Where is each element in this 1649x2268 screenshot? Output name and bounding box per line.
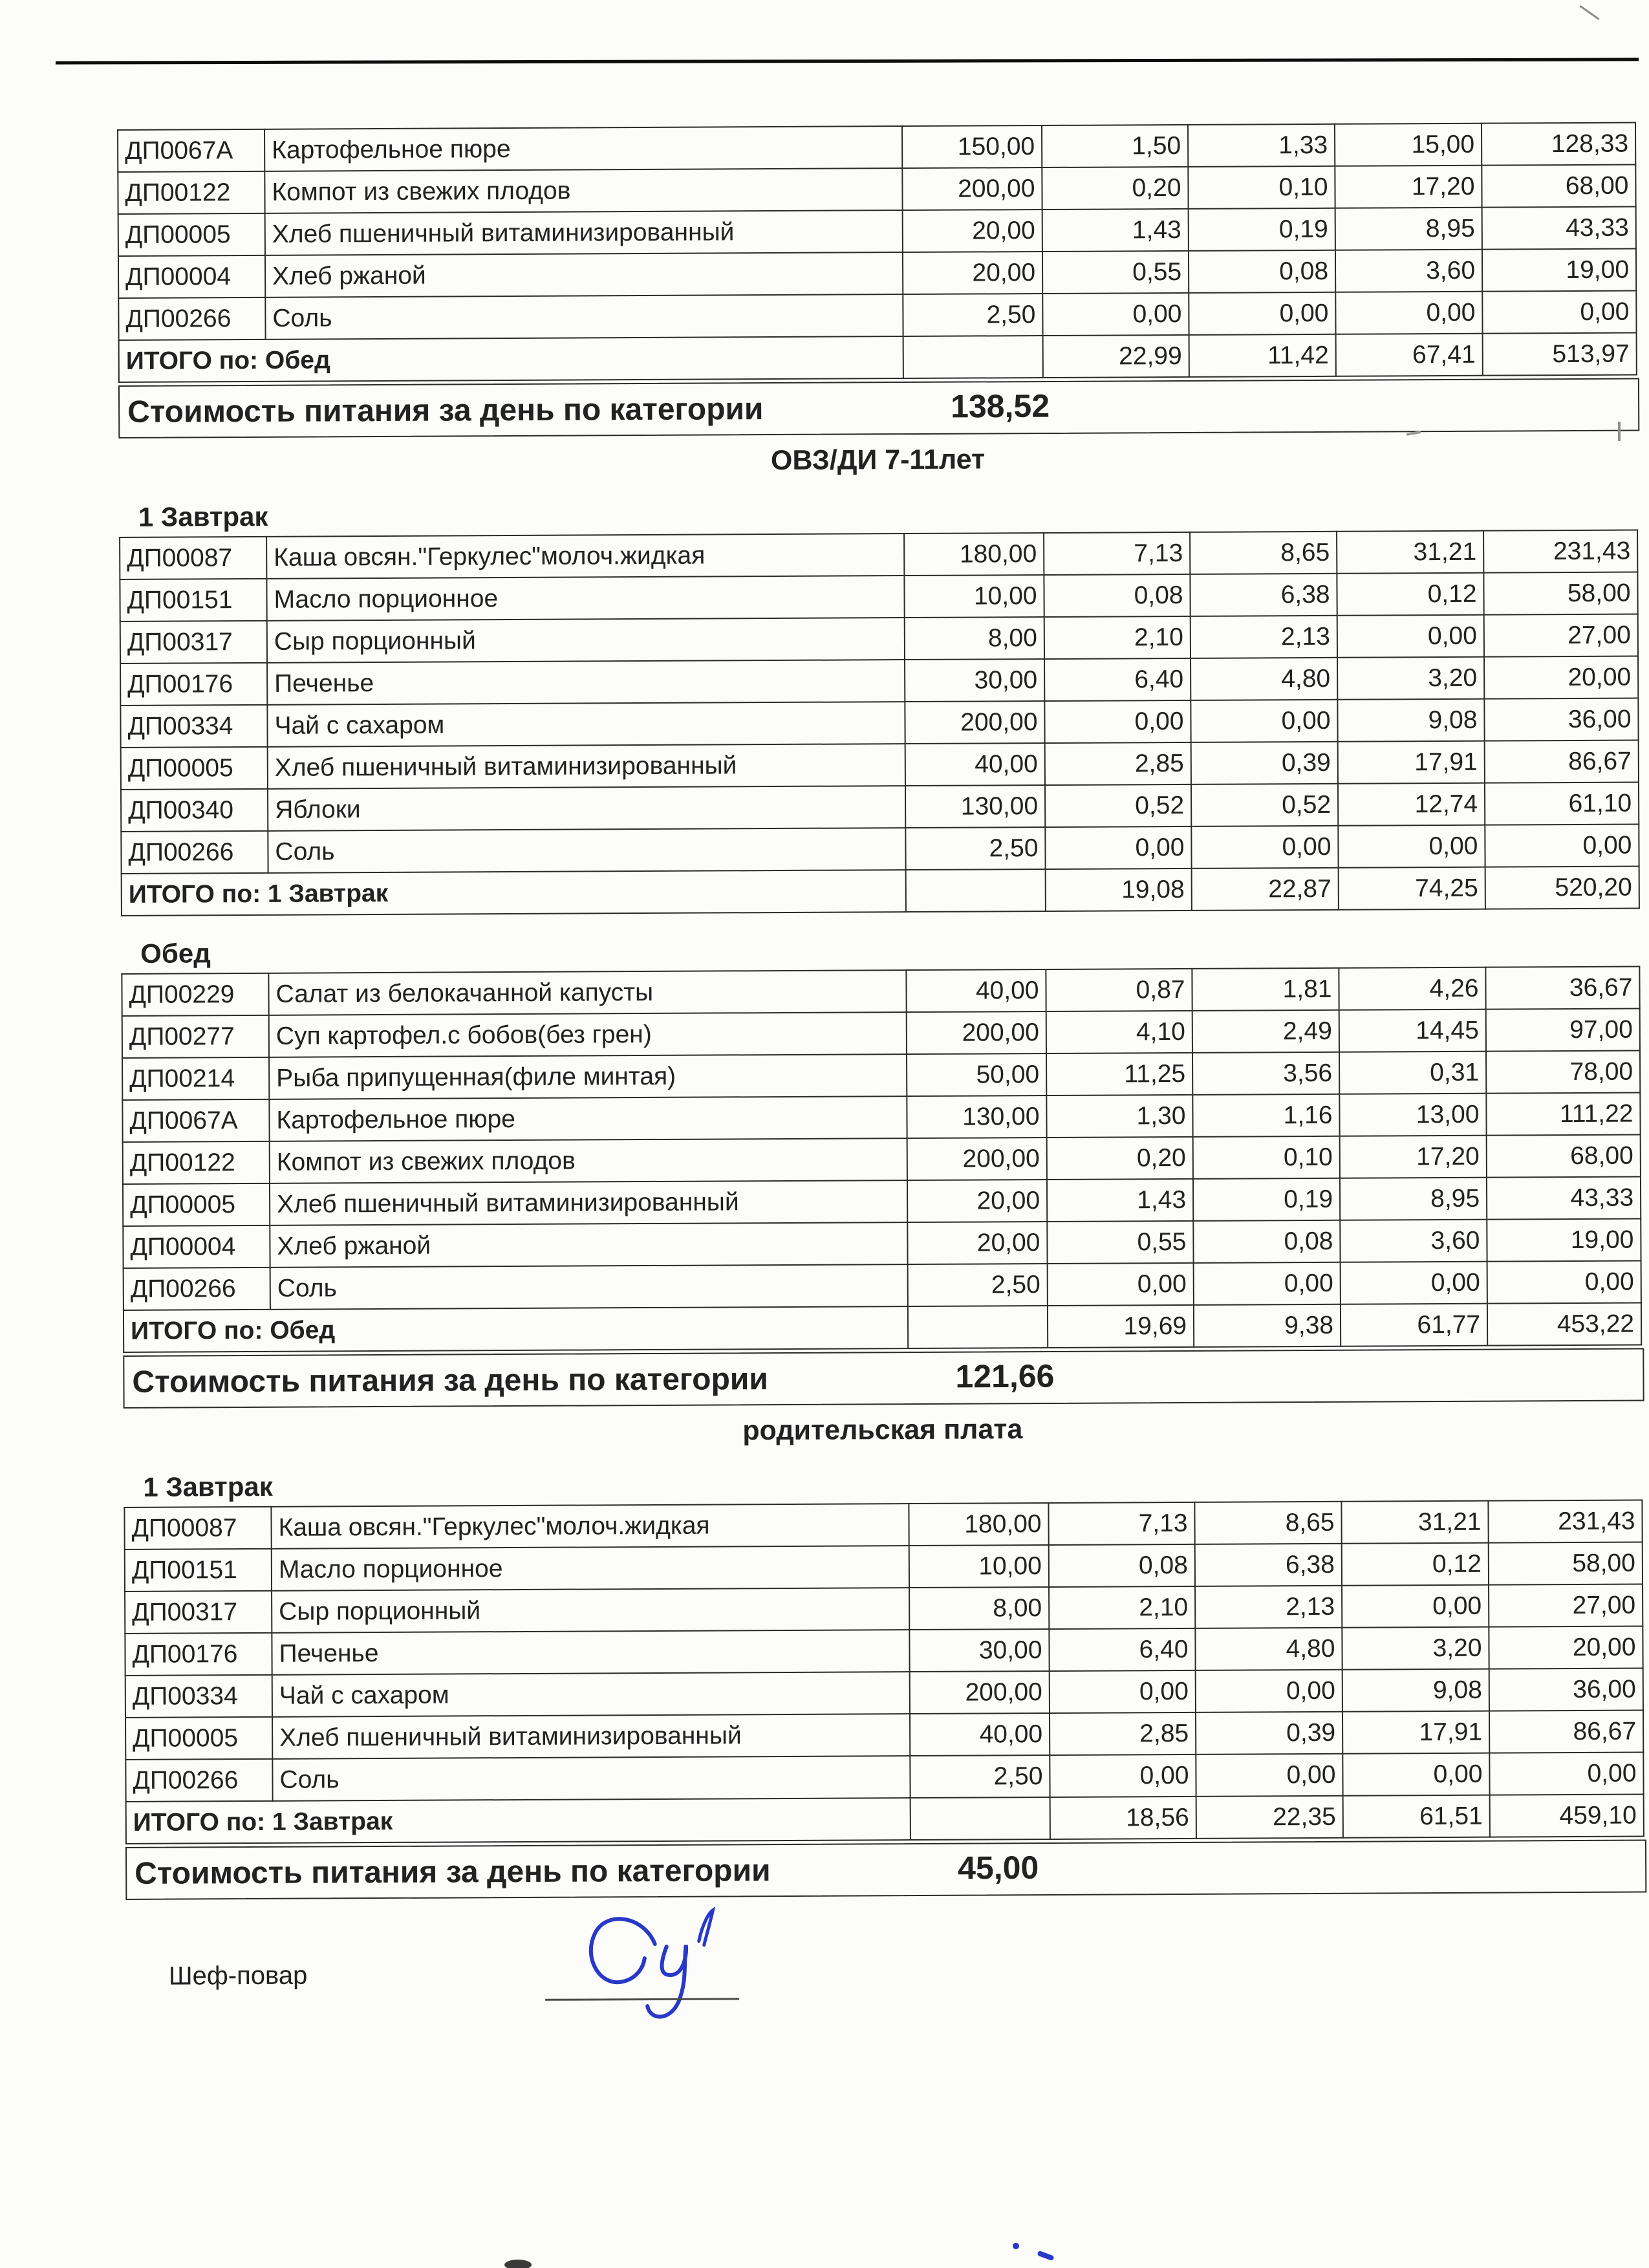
item-quantity: 10,00 [904, 575, 1044, 618]
item-value: 17,20 [1335, 166, 1482, 208]
item-value: 8,65 [1190, 532, 1337, 574]
item-value: 0,00 [1196, 1754, 1342, 1797]
day-cost-value: 45,00 [958, 1849, 1039, 1886]
scan-noise-ink-dash [1037, 2251, 1054, 2261]
item-value: 0,55 [1042, 251, 1189, 294]
item-code: ДП00087 [124, 1507, 271, 1550]
item-value: 1,50 [1042, 125, 1188, 167]
total-value: 22,87 [1192, 868, 1339, 911]
item-quantity: 30,00 [909, 1629, 1049, 1672]
item-code: ДП00151 [125, 1549, 272, 1592]
day-cost-row [125, 1839, 1646, 1899]
item-value: 0,00 [1342, 1585, 1489, 1628]
total-row [126, 1794, 1644, 1843]
item-value: 36,00 [1489, 1668, 1643, 1711]
menu-item-row [123, 1219, 1641, 1268]
item-name: Хлеб пшеничный витаминизированный [268, 744, 905, 789]
item-name: Рыба припущенная(филе минтая) [269, 1054, 907, 1099]
item-value: 0,39 [1191, 742, 1338, 784]
item-value: 0,12 [1342, 1543, 1489, 1586]
item-quantity: 40,00 [910, 1713, 1050, 1756]
meal-section-label: 1 Завтрак [138, 501, 268, 532]
item-code: ДП0067А [122, 1099, 269, 1142]
menu-item-row [121, 783, 1639, 832]
item-value: 1,30 [1046, 1095, 1192, 1138]
total-quantity-empty [903, 336, 1043, 378]
item-name: Печенье [272, 1630, 909, 1675]
total-quantity-empty [906, 869, 1046, 912]
item-value: 0,00 [1044, 700, 1191, 743]
item-value: 0,00 [1194, 1262, 1341, 1305]
item-quantity: 180,00 [904, 533, 1044, 576]
item-name: Картофельное пюре [269, 1096, 907, 1141]
menu-item-row [122, 1009, 1640, 1058]
day-cost-row [118, 378, 1639, 438]
item-value: 11,25 [1046, 1053, 1192, 1096]
item-quantity: 2,50 [903, 294, 1042, 336]
item-code: ДП00266 [125, 1759, 272, 1802]
item-value: 58,00 [1489, 1542, 1643, 1584]
meal-section-label: Обед [140, 938, 211, 969]
total-label: ИТОГО по: 1 Завтрак [122, 870, 906, 916]
item-quantity: 8,00 [905, 617, 1044, 660]
chef-signature-icon [539, 1903, 747, 2047]
menu-item-row [122, 1093, 1640, 1142]
total-value: 22,35 [1196, 1796, 1343, 1839]
item-value: 31,21 [1337, 531, 1483, 574]
item-value: 17,91 [1342, 1711, 1489, 1754]
scan-edge-line [56, 58, 1639, 64]
item-value: 4,10 [1046, 1011, 1192, 1053]
menu-items-table [117, 122, 1637, 383]
menu-item-row [120, 656, 1638, 706]
item-name: Картофельное пюре [264, 126, 902, 171]
item-value: 3,20 [1342, 1627, 1489, 1670]
total-quantity-empty [908, 1306, 1048, 1348]
total-label: ИТОГО по: Обед [124, 1306, 908, 1352]
item-quantity: 20,00 [903, 210, 1042, 252]
item-quantity: 150,00 [902, 125, 1042, 168]
item-quantity: 30,00 [905, 659, 1044, 702]
item-code: ДП00176 [120, 663, 267, 706]
item-value: 19,00 [1482, 249, 1636, 292]
item-value: 0,00 [1189, 292, 1335, 335]
item-value: 231,43 [1488, 1500, 1642, 1543]
item-value: 86,67 [1489, 1710, 1643, 1753]
item-value: 0,08 [1193, 1220, 1340, 1263]
item-value: 0,20 [1042, 167, 1188, 210]
total-row [124, 1303, 1641, 1352]
item-name: Печенье [267, 660, 905, 705]
item-value: 2,10 [1049, 1586, 1195, 1629]
total-row [122, 867, 1639, 916]
signature-block [125, 1899, 1644, 2100]
item-value: 0,52 [1191, 784, 1338, 826]
item-value: 7,13 [1044, 532, 1190, 575]
item-value: 19,00 [1487, 1219, 1641, 1262]
total-value: 459,10 [1490, 1794, 1644, 1837]
item-value: 0,00 [1048, 1263, 1194, 1306]
item-code: ДП00317 [120, 621, 267, 664]
item-value: 36,00 [1484, 698, 1638, 741]
item-value: 0,00 [1196, 1670, 1342, 1712]
item-value: 9,08 [1342, 1669, 1489, 1712]
item-name: Чай с сахаром [272, 1672, 910, 1717]
total-value: 18,56 [1050, 1797, 1196, 1839]
item-code: ДП00151 [120, 579, 266, 621]
item-value: 20,00 [1484, 656, 1638, 699]
item-value: 111,22 [1486, 1093, 1640, 1136]
total-label: ИТОГО по: 1 Завтрак [126, 1798, 911, 1844]
item-value: 9,08 [1337, 699, 1484, 742]
item-value: 0,00 [1335, 292, 1482, 334]
day-cost-value: 138,52 [950, 387, 1050, 425]
item-name: Яблоки [268, 786, 905, 831]
item-quantity: 180,00 [909, 1503, 1048, 1546]
item-name: Хлеб ржаной [270, 1222, 907, 1268]
item-value: 0,10 [1188, 166, 1335, 209]
item-name: Каша овсян."Геркулес"молоч.жидкая [271, 1504, 909, 1549]
item-quantity: 200,00 [907, 1011, 1046, 1054]
total-value: 19,69 [1048, 1305, 1194, 1348]
item-quantity: 2,50 [910, 1755, 1050, 1798]
item-value: 0,00 [1050, 1670, 1196, 1713]
menu-item-row [123, 1177, 1641, 1226]
item-name: Сыр порционный [267, 618, 905, 663]
item-value: 0,00 [1342, 1753, 1489, 1796]
day-cost-label: Стоимость питания за день по категории [135, 1853, 771, 1891]
item-quantity: 130,00 [907, 1096, 1046, 1138]
item-value: 12,74 [1338, 783, 1485, 826]
total-quantity-empty [911, 1797, 1050, 1840]
total-value: 67,41 [1336, 334, 1483, 376]
item-value: 0,52 [1045, 784, 1191, 827]
total-value: 22,99 [1043, 335, 1189, 378]
item-value: 36,67 [1485, 967, 1639, 1010]
item-value: 86,67 [1485, 740, 1639, 783]
item-value: 231,43 [1483, 530, 1637, 573]
item-value: 3,60 [1335, 250, 1482, 292]
total-value: 61,51 [1343, 1795, 1490, 1838]
menu-item-row [120, 614, 1638, 664]
menu-item-row [125, 1542, 1643, 1591]
item-name: Соль [270, 1264, 908, 1310]
item-value: 0,08 [1189, 250, 1335, 293]
item-value: 0,08 [1044, 574, 1190, 617]
total-value: 453,22 [1487, 1303, 1641, 1346]
item-value: 4,26 [1339, 967, 1485, 1010]
item-value: 0,00 [1338, 825, 1485, 868]
item-code: ДП00266 [124, 1268, 270, 1310]
item-value: 58,00 [1483, 572, 1637, 615]
item-value: 43,33 [1487, 1177, 1641, 1220]
item-value: 17,20 [1340, 1136, 1487, 1178]
menu-item-row [125, 1710, 1643, 1759]
item-value: 0,00 [1341, 1262, 1487, 1304]
item-name: Сыр порционный [272, 1588, 909, 1633]
item-name: Суп картофел.с бобов(без грен) [269, 1012, 907, 1057]
item-value: 0,00 [1042, 293, 1189, 336]
item-value: 0,00 [1050, 1755, 1196, 1797]
menu-item-row [118, 291, 1636, 340]
item-quantity: 20,00 [907, 1222, 1047, 1264]
item-value: 8,65 [1194, 1502, 1341, 1544]
item-value: 0,10 [1193, 1136, 1340, 1179]
item-quantity: 50,00 [907, 1053, 1046, 1096]
item-code: ДП00176 [125, 1633, 272, 1676]
item-value: 3,60 [1340, 1220, 1487, 1262]
day-cost-row [123, 1348, 1644, 1408]
scan-noise-ink-dot [1013, 2243, 1019, 2249]
total-value: 11,42 [1189, 334, 1336, 377]
day-cost-value: 121,66 [955, 1357, 1055, 1395]
item-value: 3,56 [1192, 1052, 1339, 1095]
item-code: ДП00005 [121, 747, 268, 790]
item-value: 1,16 [1192, 1094, 1339, 1137]
menu-item-row [118, 165, 1635, 214]
total-label: ИТОГО по: Обед [119, 336, 903, 382]
item-quantity: 40,00 [905, 743, 1045, 786]
menu-item-row [118, 123, 1635, 172]
item-value: 78,00 [1486, 1051, 1640, 1094]
item-value: 8,95 [1335, 208, 1482, 250]
menu-item-row [124, 1500, 1642, 1550]
item-name: Хлеб пшеничный витаминизированный [272, 1714, 910, 1759]
item-value: 1,43 [1042, 209, 1189, 252]
menu-item-row [121, 740, 1639, 790]
item-name: Хлеб пшеничный витаминизированный [265, 210, 903, 255]
total-value: 61,77 [1341, 1304, 1487, 1346]
item-name: Каша овсян."Геркулес"молоч.жидкая [266, 534, 904, 579]
item-value: 1,33 [1188, 124, 1335, 167]
item-value: 97,00 [1486, 1009, 1640, 1052]
category-header: ОВЗ/ДИ 7-11лет [770, 444, 986, 477]
item-code: ДП00005 [125, 1717, 272, 1760]
menu-item-row [120, 698, 1638, 748]
item-value: 14,45 [1339, 1010, 1486, 1052]
item-quantity: 130,00 [905, 785, 1045, 828]
item-value: 43,33 [1482, 207, 1636, 250]
item-code: ДП00317 [125, 1591, 272, 1634]
item-name: Соль [272, 1756, 910, 1801]
item-code: ДП00004 [118, 255, 265, 298]
item-quantity: 20,00 [907, 1180, 1047, 1222]
menu-item-row [121, 825, 1639, 874]
item-quantity: 2,50 [905, 827, 1045, 870]
item-value: 31,21 [1341, 1501, 1488, 1544]
item-value: 3,20 [1337, 657, 1484, 700]
item-value: 0,00 [1191, 826, 1338, 869]
day-cost-label: Стоимость питания за день по категории [127, 391, 764, 429]
scan-noise-blob [504, 2260, 532, 2268]
item-value: 0,31 [1339, 1052, 1486, 1094]
item-value: 2,85 [1050, 1712, 1196, 1755]
item-value: 8,95 [1340, 1178, 1487, 1220]
item-code: ДП00005 [123, 1183, 270, 1226]
item-value: 128,33 [1482, 123, 1635, 166]
item-name: Компот из свежих плодов [270, 1138, 907, 1183]
item-value: 0,00 [1482, 291, 1636, 334]
item-name: Масло порционное [266, 576, 904, 621]
item-value: 2,85 [1045, 742, 1191, 785]
item-value: 6,40 [1049, 1628, 1195, 1671]
item-quantity: 200,00 [905, 701, 1044, 744]
item-value: 27,00 [1484, 614, 1638, 657]
item-quantity: 200,00 [907, 1138, 1047, 1180]
total-value: 9,38 [1194, 1304, 1341, 1347]
item-value: 0,00 [1337, 615, 1484, 658]
item-value: 0,12 [1337, 573, 1483, 616]
item-code: ДП00340 [121, 789, 268, 832]
item-value: 13,00 [1339, 1094, 1486, 1136]
item-value: 4,80 [1191, 658, 1337, 700]
item-code: ДП00004 [123, 1226, 270, 1268]
menu-item-row [124, 1261, 1641, 1310]
item-value: 61,10 [1485, 783, 1639, 825]
menu-items-table [121, 966, 1642, 1353]
item-quantity: 20,00 [903, 252, 1042, 294]
item-code: ДП00266 [118, 297, 265, 340]
menu-item-row [122, 967, 1639, 1016]
item-name: Хлеб ржаной [265, 252, 903, 297]
item-value: 1,81 [1192, 968, 1339, 1011]
item-quantity: 200,00 [910, 1671, 1050, 1714]
item-code: ДП00266 [121, 831, 268, 874]
item-quantity: 2,50 [908, 1264, 1048, 1306]
item-value: 0,39 [1196, 1712, 1342, 1755]
menu-item-row [125, 1626, 1643, 1675]
item-value: 2,49 [1192, 1010, 1339, 1053]
item-value: 2,13 [1191, 616, 1337, 658]
item-value: 0,00 [1487, 1261, 1641, 1304]
menu-item-row [122, 1051, 1640, 1100]
item-value: 0,55 [1047, 1221, 1193, 1264]
total-value: 19,08 [1046, 869, 1192, 911]
item-value: 0,87 [1046, 969, 1192, 1011]
item-value: 17,91 [1338, 741, 1485, 784]
item-value: 68,00 [1482, 165, 1635, 208]
total-value: 513,97 [1483, 333, 1637, 376]
item-quantity: 8,00 [909, 1587, 1049, 1630]
scan-noise-mark [1618, 422, 1621, 441]
item-name: Чай с сахаром [267, 702, 905, 747]
item-code: ДП00122 [118, 171, 264, 214]
menu-item-row [118, 207, 1636, 256]
item-name: Компот из свежих плодов [264, 168, 902, 213]
item-value: 0,19 [1189, 208, 1335, 251]
item-name: Масло порционное [272, 1546, 909, 1591]
item-value: 0,00 [1045, 826, 1191, 869]
meal-section-label: 1 Завтрак [143, 1471, 273, 1502]
item-value: 6,38 [1190, 574, 1337, 616]
item-value: 20,00 [1489, 1626, 1643, 1669]
item-value: 0,00 [1191, 700, 1337, 742]
item-value: 1,43 [1047, 1179, 1193, 1222]
item-value: 68,00 [1487, 1135, 1641, 1178]
item-value: 2,10 [1044, 616, 1191, 659]
menu-items-table [124, 1499, 1644, 1844]
category-header: родительская плата [742, 1414, 1023, 1447]
scan-noise-mark [1579, 5, 1599, 20]
chef-role-label: Шеф-повар [168, 1961, 308, 1991]
item-code: ДП00087 [120, 537, 266, 579]
item-value: 0,20 [1047, 1137, 1193, 1180]
menu-item-row [118, 249, 1636, 298]
item-code: ДП00334 [125, 1675, 272, 1718]
item-quantity: 40,00 [906, 969, 1046, 1012]
total-value: 520,20 [1485, 867, 1639, 909]
item-name: Хлеб пшеничный витаминизированный [270, 1180, 907, 1226]
item-value: 15,00 [1335, 124, 1482, 166]
item-value: 0,08 [1049, 1544, 1195, 1587]
total-value: 74,25 [1339, 867, 1485, 910]
menu-item-row [123, 1135, 1641, 1184]
item-value: 0,19 [1193, 1178, 1340, 1221]
item-quantity: 10,00 [909, 1545, 1049, 1588]
menu-item-row [125, 1752, 1643, 1801]
item-code: ДП00214 [122, 1057, 269, 1100]
item-name: Соль [268, 828, 905, 873]
menu-item-row [120, 572, 1637, 621]
item-value: 2,13 [1195, 1586, 1342, 1628]
menu-item-row [120, 530, 1637, 579]
item-value: 0,00 [1489, 1752, 1643, 1795]
item-name: Салат из белокачанной капусты [268, 970, 906, 1015]
menu-item-row [125, 1668, 1643, 1717]
item-value: 6,40 [1044, 658, 1191, 701]
document-blocks [117, 122, 1644, 1900]
item-quantity: 200,00 [902, 167, 1042, 210]
item-code: ДП00122 [123, 1141, 270, 1184]
item-value: 4,80 [1195, 1628, 1342, 1670]
item-value: 0,00 [1485, 825, 1639, 867]
item-value: 6,38 [1195, 1544, 1342, 1586]
menu-item-row [125, 1584, 1643, 1633]
item-code: ДП0067А [118, 129, 264, 172]
total-row [119, 333, 1637, 382]
item-value: 27,00 [1489, 1584, 1643, 1626]
item-code: ДП00005 [118, 213, 265, 256]
item-code: ДП00229 [122, 973, 268, 1016]
item-name: Соль [265, 294, 903, 340]
menu-items-table [119, 530, 1640, 916]
day-cost-label: Стоимость питания за день по категории [132, 1361, 768, 1399]
document-content [117, 122, 1645, 2101]
item-value: 7,13 [1048, 1502, 1194, 1545]
item-code: ДП00334 [120, 705, 267, 748]
item-code: ДП00277 [122, 1015, 269, 1058]
